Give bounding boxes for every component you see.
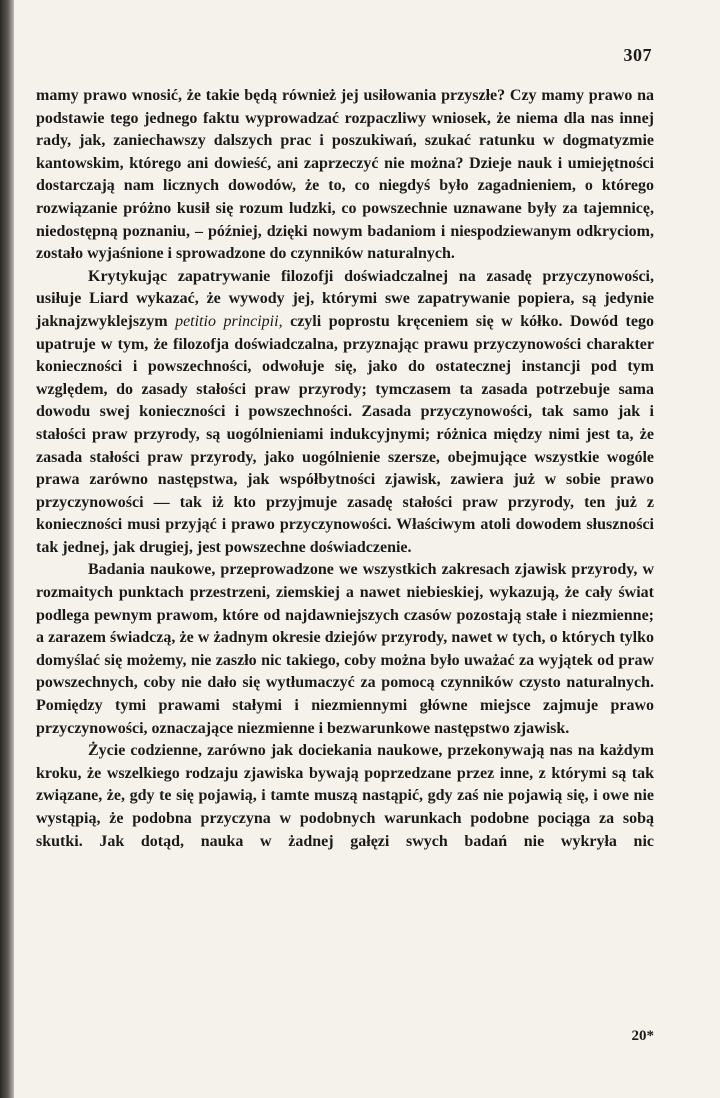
page-number: 307 xyxy=(623,45,652,65)
body-text xyxy=(36,85,654,853)
paragraph-3: Badania naukowe, przeprowadzone we wszystkich zakresach zjawisk przyrody, w rozmaitych punktach przestrzeni, ziemskiej a nawet niebieskiej, wykazują, że cały świat podlega pewnym prawom, które od najdawniejszych czasów pozostają stałe i niezmienne; a zarazem świadczą, że w żadnym okresie dziejów przyrody, nawet w tych, o których tylko domyślać się możemy, nie zaszło nic takiego, coby można było uważać za wyjątek od praw powszechnych, coby nie dało się wytłumaczyć za pomocą czynników czysto naturalnych. Pomiędzy tymi prawami stałymi i niezmiennymi główne miejsce zajmuje prawo przyczynowości, oznaczające niezmienne i bezwarunkowe następstwo zjawisk. xyxy=(36,561,654,737)
paragraph-4: Życie codzienne, zarówno jak dociekania naukowe, przekonywają nas na każdym kroku, że wszelkiego rodzaju zjawiska bywają poprzedzane przez inne, z którymi są tak związane, że, gdy te się pojawią, i tamte muszą nastąpić, gdy zaś nie pojawią się, i owe nie wystąpią, że podobna przyczyna w podobnych warunkach podobne pociąga za sobą skutki. Jak dotąd, nauka w żadnej gałęzi swych badań nie wykryła nic xyxy=(36,742,654,850)
paragraph-2-italic-phrase: petitio principii, xyxy=(175,312,283,330)
book-page xyxy=(14,0,720,1098)
printer-signature-mark: 20* xyxy=(631,1028,654,1044)
paragraph-1: mamy prawo wnosić, że takie będą również jej usiłowania przyszłe? Czy mamy prawo na podstawie tego jednego faktu wyprowadzać rozpaczliwy wniosek, że niema dla nas innej rady, jak, zaniechawszy dalszych prac i poszukiwań, szukać ratunku w dogmatyzmie kantowskim, którego ani dowieść, ani zaprzeczyć nie można? Dzieje nauk i umiejętności dostarczają nam licznych dowodów, że to, co niegdyś było zagadnieniem, o którego rozwiązanie próżno kusił się rozum ludzki, co powszechnie uznawane były za tajemnicę, niedostępną poznaniu, – później, dzięki nowym badaniom i niespodziewanym odkryciom, zostało wyjaśnione i sprowadzone do czynników naturalnych. xyxy=(36,87,654,263)
paragraph-2 xyxy=(36,266,654,560)
book-binding-shadow xyxy=(0,0,14,1098)
paragraph-2-part-1: Krytykując zapatrywanie filozofji doświadczalnej na zasadę przyczynowości, usiłuje Liard wykazać, że wywody jej, którymi swe zapatrywanie popiera, są jedynie jaknajzwyklejszym xyxy=(36,267,654,330)
paragraph-2-part-2: czyli poprostu kręceniem się w kółko. Dowód tego upatruje w tym, że filozofja doświadczalna, przyznając prawu przyczynowości charakter konieczności i powszechności, odwołuje się, jako do ostatecznej instancji pod tym względem, do zasady stałości praw przyrody; tymczasem ta zasada potrzebuje sama dowodu swej konieczności i powszechności. Zasada przyczynowości, tak samo jak i stałości praw przyrody, są uogólnieniami indukcyjnymi; różnica między nimi jest ta, że zasada stałości praw przyrody, jako uogólnienie szersze, obejmujące wszystkie wogóle prawa zarówno następstwa, jak współbytności zjawisk, zawiera już w sobie prawo przyczynowości — tak iż kto przyjmuje zasadę stałości praw przyrody, ten już z konieczności musi przyjąć i prawo przyczynowości. Właściwym atoli dowodem słuszności tak jednej, jak drugiej, jest powszechne doświadczenie. xyxy=(36,312,654,556)
